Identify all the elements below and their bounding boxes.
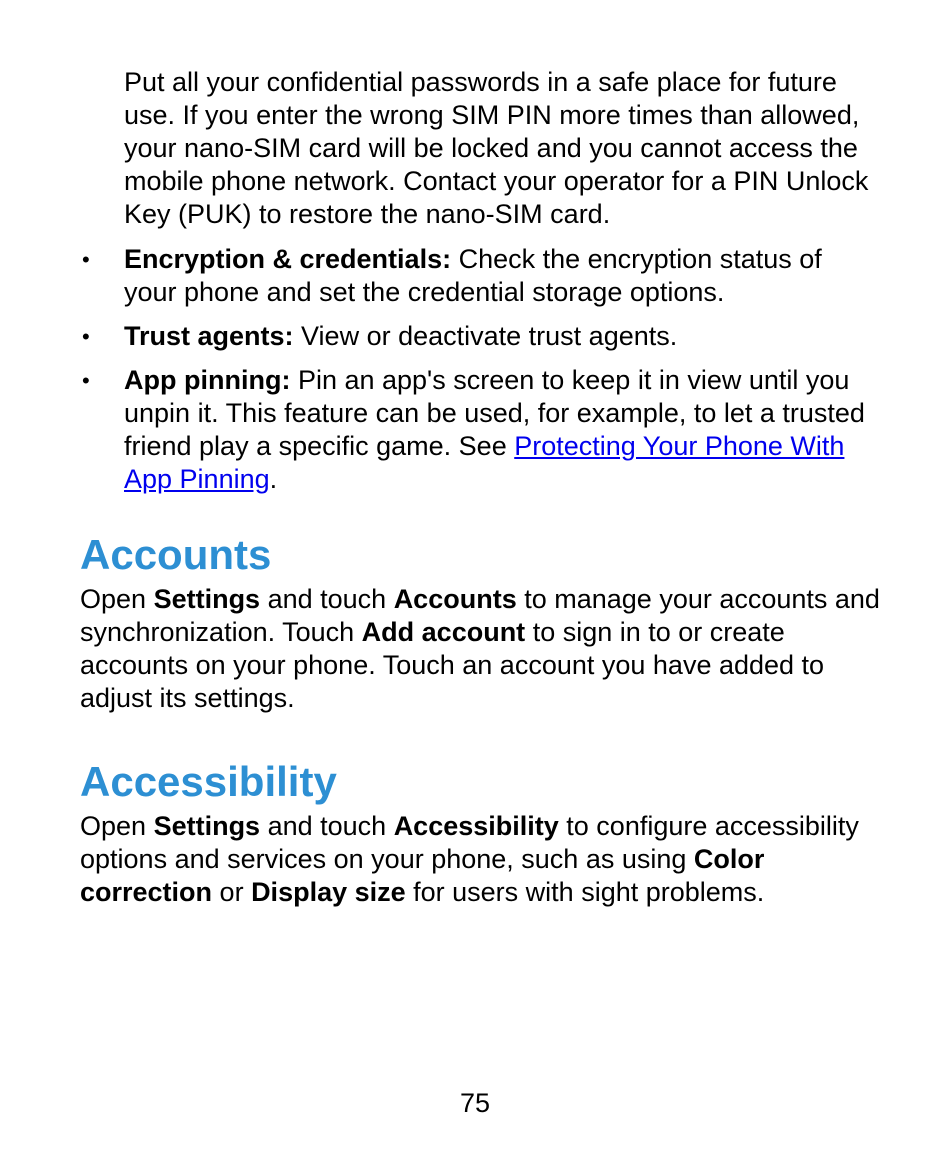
bold-display-size: Display size [251, 877, 406, 907]
list-item-app-pinning [80, 364, 880, 496]
bold-color-correction: Color correction [80, 844, 765, 907]
bullet-icon: • [82, 324, 90, 349]
text-span: and touch [260, 811, 394, 841]
text-span: to manage your accounts and synchronization. Touch [80, 584, 880, 647]
text-span: to configure accessibility options and services on your phone, such as using [80, 811, 859, 874]
term-app-pinning: App pinning: [124, 365, 291, 395]
bold-accounts: Accounts [393, 584, 517, 614]
desc-trust-agents: View or deactivate trust agents. [293, 321, 678, 351]
text-span: and touch [260, 584, 394, 614]
bold-accessibility: Accessibility [393, 811, 559, 841]
accessibility-heading: Accessibility [80, 758, 337, 805]
accounts-heading: Accounts [80, 531, 272, 578]
list-item-encryption [80, 243, 880, 309]
text-span: or [212, 877, 252, 907]
desc-app-pinning-end: . [269, 464, 278, 494]
list-item-trust-agents [80, 320, 880, 353]
security-options-list [80, 243, 880, 496]
bold-add-account: Add account [361, 617, 526, 647]
desc-encryption: Check the encryption status of your phone and set the credential storage options. [124, 244, 822, 307]
text-span: Open [80, 811, 154, 841]
text-span: for users with sight problems. [405, 877, 765, 907]
text-span: to sign in to or create accounts on your phone. Touch an account you have added to adjust its settings. [80, 617, 825, 713]
term-encryption: Encryption & credentials: [124, 244, 452, 274]
desc-app-pinning: Pin an app's screen to keep it in view until you unpin it. This feature can be used, for example, to let a trusted friend play a specific game. See [124, 365, 865, 461]
accessibility-paragraph [80, 810, 880, 909]
accounts-paragraph [80, 583, 880, 715]
bullet-icon: • [82, 368, 90, 393]
bullet-icon: • [82, 247, 90, 272]
page-number: 75 [459, 1088, 491, 1118]
intro-paragraph: Put all your confidential passwords in a safe place for future use. If you enter the wrong SIM PIN more times than allowed, your nano-SIM card will be locked and you cannot access the mobile phone network. Contact your operator for a PIN Unlock Key (PUK) to restore the nano-SIM card. [124, 67, 869, 229]
bold-settings: Settings [153, 811, 261, 841]
term-trust-agents: Trust agents: [124, 321, 294, 351]
bold-settings: Settings [153, 584, 261, 614]
text-span: Open [80, 584, 154, 614]
app-pinning-link[interactable]: Protecting Your Phone With App Pinning [124, 431, 845, 494]
document-page [80, 66, 880, 909]
